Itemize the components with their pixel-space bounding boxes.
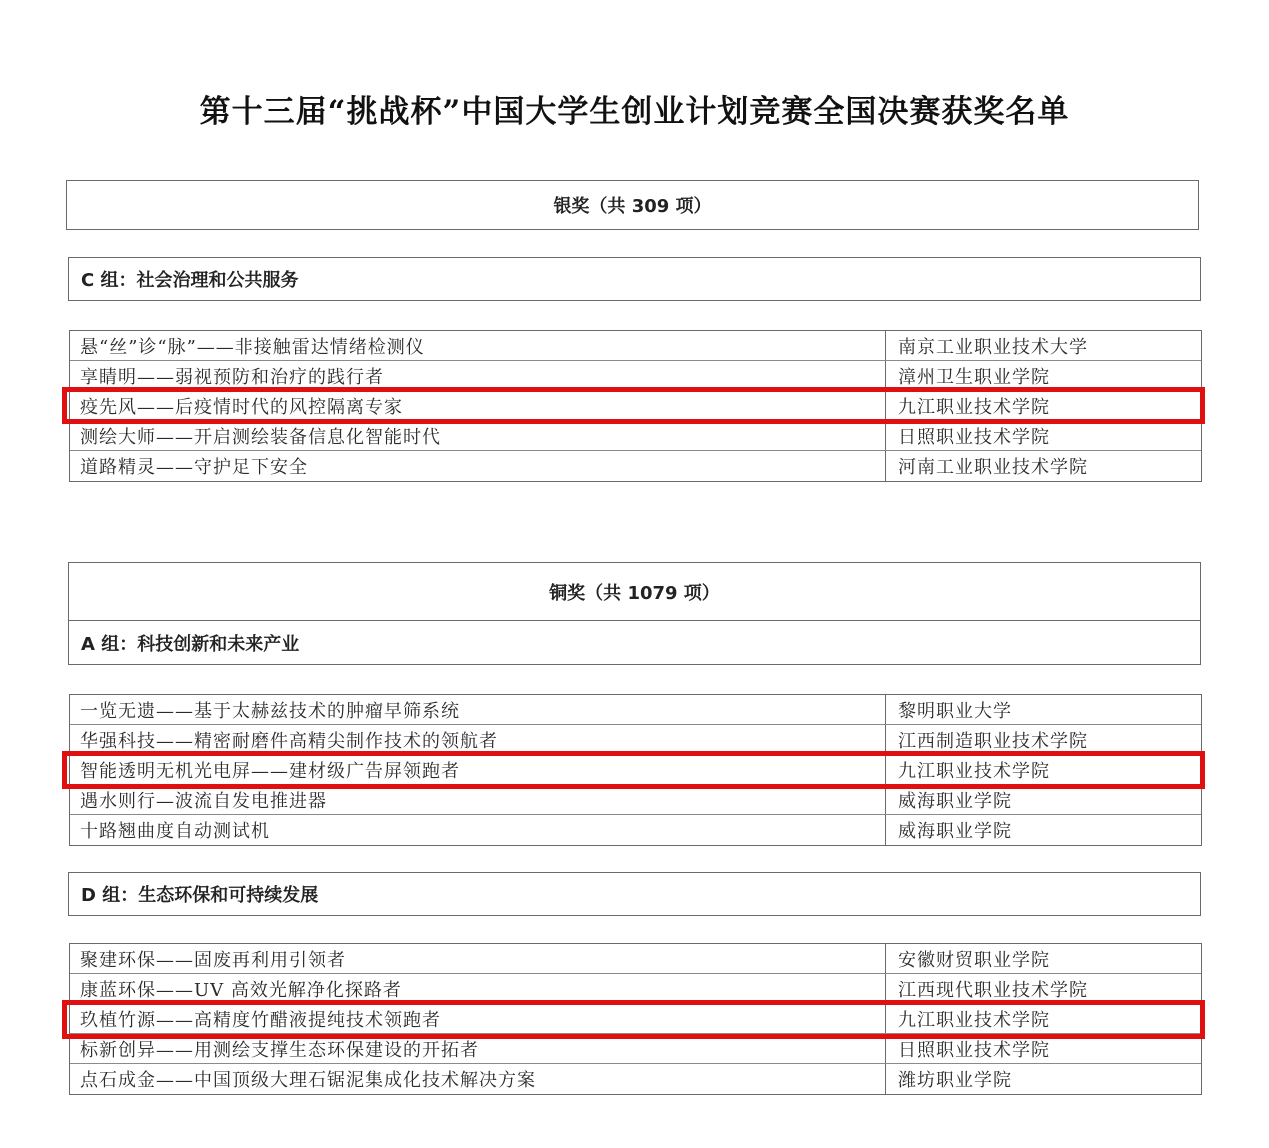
- project-cell: 十路翘曲度自动测试机: [70, 815, 886, 845]
- table-row: [70, 1064, 1201, 1094]
- school-cell: 九江职业技术学院: [898, 396, 1050, 418]
- table-row: [70, 391, 1201, 421]
- table-row: [70, 421, 1201, 451]
- bronze-award-label: 铜奖（共 1079 项）: [549, 582, 720, 604]
- school-cell: 九江职业技术学院: [898, 1009, 1050, 1031]
- table-row: [70, 755, 1201, 785]
- group-c-label: C 组：社会治理和公共服务: [81, 270, 299, 291]
- bronze-section-header: [68, 562, 1201, 665]
- school-cell: 日照职业技术学院: [898, 426, 1050, 448]
- project-cell: 悬“丝”诊“脉”——非接触雷达情绪检测仪: [70, 331, 886, 360]
- school-cell: 安徽财贸职业学院: [898, 949, 1050, 971]
- school-cell: 潍坊职业学院: [898, 1070, 1012, 1091]
- project-cell: 康蓝环保——UV 高效光解净化探路者: [70, 974, 886, 1003]
- school-cell: 黎明职业大学: [898, 700, 1012, 722]
- school-cell: 九江职业技术学院: [898, 760, 1050, 782]
- group-c-header: [68, 257, 1201, 301]
- project-cell: 测绘大师——开启测绘装备信息化智能时代: [70, 421, 886, 450]
- group-a-label: A 组：科技创新和未来产业: [81, 634, 300, 655]
- project-cell: 聚建环保——固废再利用引领者: [70, 944, 886, 973]
- group-d-table: [69, 943, 1202, 1095]
- school-cell: 威海职业学院: [898, 790, 1012, 812]
- project-cell: 标新创异——用测绘支撑生态环保建设的开拓者: [70, 1034, 886, 1063]
- page-title: 第十三届“挑战杯”中国大学生创业计划竞赛全国决赛获奖名单: [199, 94, 1070, 130]
- table-row: [70, 361, 1201, 391]
- table-row: [70, 974, 1201, 1004]
- table-row: [70, 944, 1201, 974]
- table-row: [70, 785, 1201, 815]
- school-cell: 日照职业技术学院: [898, 1039, 1050, 1061]
- project-cell: 享睛明——弱视预防和治疗的践行者: [70, 361, 886, 390]
- group-d-label: D 组：生态环保和可持续发展: [81, 885, 319, 906]
- project-cell: 华强科技——精密耐磨件高精尖制作技术的领航者: [70, 725, 886, 754]
- table-row: [70, 725, 1201, 755]
- table-row: [70, 331, 1201, 361]
- table-row: [70, 695, 1201, 725]
- project-cell: 一览无遗——基于太赫兹技术的肿瘤早筛系统: [70, 695, 886, 724]
- school-cell: 河南工业职业技术学院: [898, 457, 1088, 478]
- project-cell: 点石成金——中国顶级大理石锯泥集成化技术解决方案: [70, 1064, 886, 1094]
- table-row: [70, 451, 1201, 481]
- school-cell: 江西现代职业技术学院: [898, 979, 1088, 1001]
- project-cell: 遇水则行—波流自发电推进器: [70, 785, 886, 814]
- silver-award-header: [66, 180, 1199, 230]
- group-a-table: [69, 694, 1202, 846]
- project-cell: 智能透明无机光电屏——建材级广告屏领跑者: [70, 755, 886, 784]
- table-row: [70, 815, 1201, 845]
- silver-award-label: 银奖（共 309 项）: [553, 196, 712, 217]
- project-cell: 疫先风——后疫情时代的风控隔离专家: [70, 391, 886, 420]
- group-c-table: [69, 330, 1202, 482]
- group-d-header: [68, 872, 1201, 916]
- school-cell: 漳州卫生职业学院: [898, 366, 1050, 388]
- school-cell: 江西制造职业技术学院: [898, 730, 1088, 752]
- table-row: [70, 1034, 1201, 1064]
- project-cell: 道路精灵——守护足下安全: [70, 451, 886, 481]
- school-cell: 南京工业职业技术大学: [898, 336, 1088, 358]
- group-a-header: [69, 621, 1200, 665]
- table-row: [70, 1004, 1201, 1034]
- school-cell: 威海职业学院: [898, 821, 1012, 842]
- bronze-award-header: [69, 563, 1200, 621]
- project-cell: 玖植竹源——高精度竹醋液提纯技术领跑者: [70, 1004, 886, 1033]
